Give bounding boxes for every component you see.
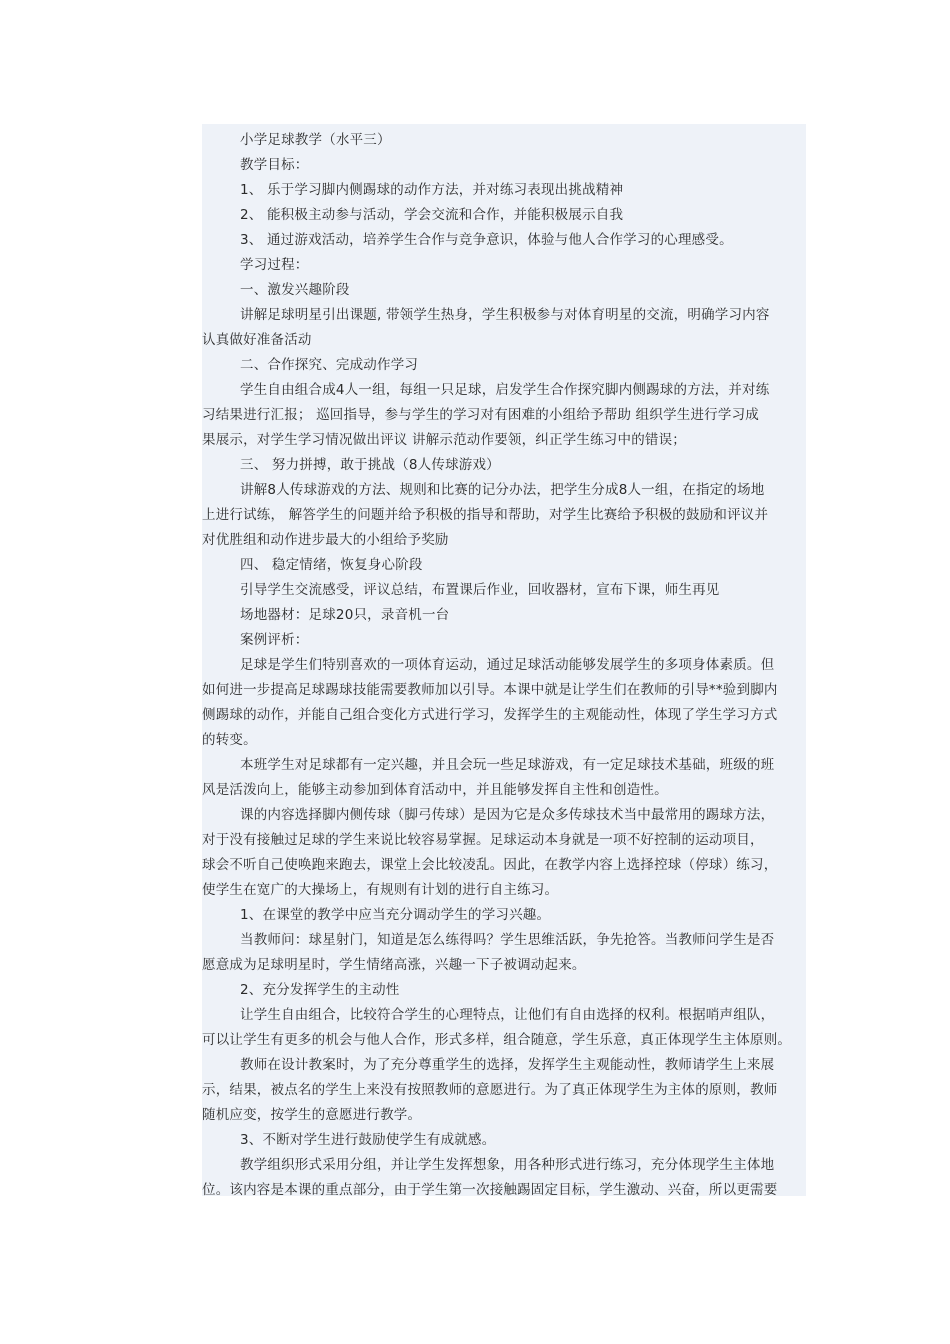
doc-line: 一、激发兴趣阶段 (240, 282, 350, 298)
doc-line: 教学目标： (240, 157, 309, 173)
doc-line: 风是活泼向上，能够主动参加到体育活动中，并且能够发挥自主性和创造性。 (202, 782, 668, 798)
doc-line: 示，结果，被点名的学生上来没有按照教师的意愿进行。为了真正体现学生为主体的原则，教师 (202, 1082, 778, 1098)
doc-line: 随机应变，按学生的意愿进行教学。 (202, 1107, 422, 1123)
doc-line: 球会不听自己使唤跑来跑去，课堂上会比较凌乱。因此，在教学内容上选择控球（停球）练习， (202, 857, 778, 873)
doc-line: 课的内容选择脚内侧传球（脚弓传球）是因为它是众多传球技术当中最常用的踢球方法， (240, 807, 775, 823)
doc-line: 让学生自由组合，比较符合学生的心理特点，让他们有自由选择的权利。根据哨声组队， (240, 1007, 775, 1023)
doc-line: 侧踢球的动作，并能自己组合变化方式进行学习，发挥学生的主观能动性，体现了学生学习方式 (202, 707, 778, 723)
doc-line: 愿意成为足球明星时，学生情绪高涨，兴趣一下子被调动起来。 (202, 957, 586, 973)
doc-line: 对优胜组和动作进步最大的小组给予奖励 (202, 532, 449, 548)
doc-line: 对于没有接触过足球的学生来说比较容易掌握。足球运动本身就是一项不好控制的运动项目， (202, 832, 764, 848)
doc-line: 2、充分发挥学生的主动性 (240, 982, 400, 998)
doc-line: 足球是学生们特别喜欢的一项体育运动，通过足球活动能够发展学生的多项身体素质。但 (240, 657, 775, 673)
doc-line: 1、在课堂的教学中应当充分调动学生的学习兴趣。 (240, 907, 551, 923)
doc-line: 四、 稳定情绪，恢复身心阶段 (240, 557, 423, 573)
doc-line: 认真做好准备活动 (202, 332, 312, 348)
doc-line: 上进行试练， 解答学生的问题并给予积极的指导和帮助，对学生比赛给予积极的鼓励和评议并 (202, 507, 769, 523)
doc-line: 学习过程： (240, 257, 309, 273)
doc-line: 习结果进行汇报； 巡回指导，参与学生的学习对有困难的小组给予帮助 组织学生进行学习成 (202, 407, 759, 423)
doc-line: 当教师问：球星射门，知道是怎么练得吗？学生思维活跃，争先抢答。当教师问学生是否 (240, 932, 775, 948)
doc-line: 2、 能积极主动参与活动，学会交流和合作，并能积极展示自我 (240, 207, 624, 223)
doc-line: 位。该内容是本课的重点部分，由于学生第一次接触踢固定目标，学生激动、兴奋，所以更需要 (202, 1182, 778, 1198)
doc-line: 三、 努力拼搏，敢于挑战（8人传球游戏） (240, 457, 500, 473)
doc-line: 教师在设计教案时，为了充分尊重学生的选择，发挥学生主观能动性，教师请学生上来展 (240, 1057, 775, 1073)
doc-title: 小学足球教学（水平三） (240, 132, 391, 148)
doc-line: 本班学生对足球都有一定兴趣，并且会玩一些足球游戏，有一定足球技术基础，班级的班 (240, 757, 775, 773)
doc-line: 二、合作探究、完成动作学习 (240, 357, 419, 373)
doc-line: 讲解8人传球游戏的方法、规则和比赛的记分办法，把学生分成8人一组，在指定的场地 (240, 482, 765, 498)
doc-line: 可以让学生有更多的机会与他人合作，形式多样，组合随意，学生乐意，真正体现学生主体原则。 (202, 1032, 792, 1048)
doc-line: 讲解足球明星引出课题, 带领学生热身，学生积极参与对体育明星的交流，明确学习内容 (240, 307, 770, 323)
doc-line: 3、 通过游戏活动，培养学生合作与竞争意识，体验与他人合作学习的心理感受。 (240, 232, 733, 248)
document-body (202, 124, 806, 1196)
doc-line: 果展示，对学生学习情况做出评议 讲解示范动作要领，纠正学生练习中的错误； (202, 432, 686, 448)
doc-line: 的转变。 (202, 732, 257, 748)
doc-line: 使学生在宽广的大操场上，有规则有计划的进行自主练习。 (202, 882, 559, 898)
doc-line: 教学组织形式采用分组，并让学生发挥想象，用各种形式进行练习，充分体现学生主体地 (240, 1157, 775, 1173)
doc-line: 1、 乐于学习脚内侧踢球的动作方法，并对练习表现出挑战精神 (240, 182, 624, 198)
doc-line: 学生自由组合成4人一组，每组一只足球，启发学生合作探究脚内侧踢球的方法，并对练 (240, 382, 770, 398)
doc-line: 引导学生交流感受，评议总结，布置课后作业，回收器材，宣布下课，师生再见 (240, 582, 720, 598)
doc-line: 3、不断对学生进行鼓励使学生有成就感。 (240, 1132, 496, 1148)
doc-line: 如何进一步提高足球踢球技能需要教师加以引导。本课中就是让学生们在教师的引导**验到脚内 (202, 682, 778, 698)
doc-line: 场地器材：足球20只，录音机一台 (240, 607, 450, 623)
doc-line: 案例评析： (240, 632, 309, 648)
